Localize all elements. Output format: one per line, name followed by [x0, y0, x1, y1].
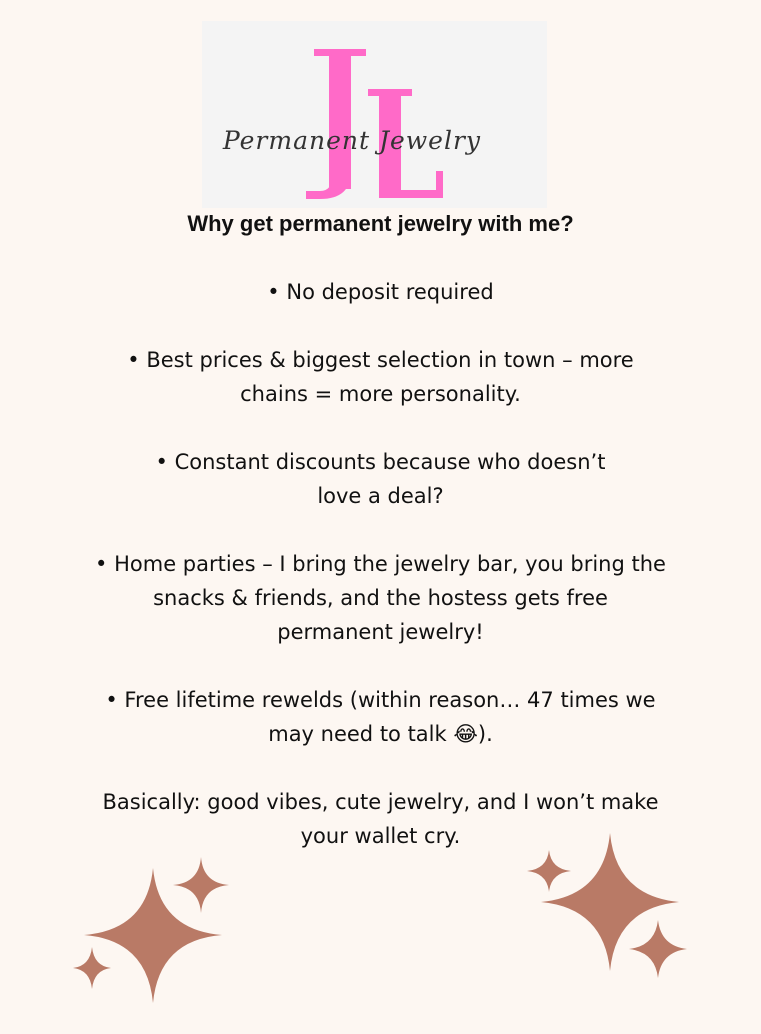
- sparkle-icon: [73, 947, 111, 989]
- sparkle-icon: [527, 850, 571, 892]
- logo-graphic: [202, 21, 547, 208]
- sparkle-icon: [84, 868, 222, 1003]
- sparkle-icon: [629, 920, 687, 978]
- bullet-no-deposit: • No deposit required: [267, 280, 494, 304]
- main-content: [40, 207, 721, 853]
- logo-script-text: Permanent Jewelry: [222, 126, 482, 155]
- bullet-rewelds: • Free lifetime rewelds (within reason… 47 times we may need to talk 😂).: [105, 688, 656, 746]
- closing-text: Basically: good vibes, cute jewelry, and I won’t make your wallet cry.: [102, 790, 659, 848]
- sparkle-icon: [541, 833, 679, 971]
- bullet-best-prices: • Best prices & biggest selection in town – more chains = more personality.: [127, 348, 634, 406]
- logo-letter-j: [306, 49, 366, 199]
- bullet-home-parties: • Home parties – I bring the jewelry bar, you bring the snacks & friends, and the hostess gets free permanent jewelry!: [95, 552, 666, 644]
- page-title: Why get permanent jewelry with me?: [187, 211, 574, 236]
- sparkle-icon: [173, 857, 229, 913]
- bullet-discounts: • Constant discounts because who doesn’t love a deal?: [155, 450, 606, 508]
- logo: [202, 21, 547, 208]
